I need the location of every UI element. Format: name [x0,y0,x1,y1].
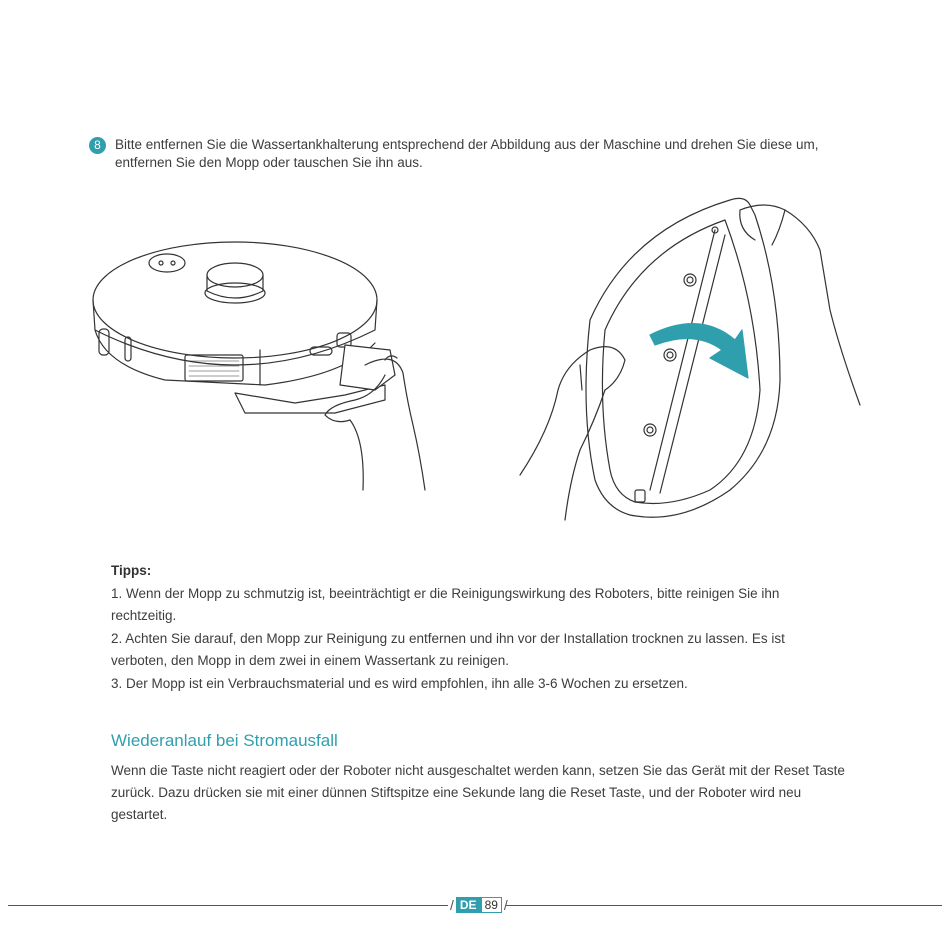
tips-title: Tipps: [111,563,152,578]
page-number-badge [448,896,510,914]
language-label: DE [456,897,481,913]
tip-item-1: 1. Wenn der Mopp zu schmutzig ist, beeinträchtigt er die Reinigungswirkung des Roboters, bitte reinigen Sie ihn rechtzeitig. [111,585,780,623]
footer-divider-left [8,905,448,906]
footer-divider-right [506,905,942,906]
tip-item-3: 3. Der Mopp ist ein Verbrauchsmaterial und es wird empfohlen, ihn alle 3-6 Wochen zu ersetzen. [111,675,688,691]
slash-decoration-icon: / [503,897,508,913]
section-body: Wenn die Taste nicht reagiert oder der Roboter nicht ausgeschaltet werden kann, setzen Sie das Gerät mit der Reset Taste zurück. Dazu drücken sie mit einer dünnen Stiftspitze eine Sekunde lang die Reset Taste, und der Roboter wird neu gestartet. [111,763,845,822]
step-number-badge: 8 [89,137,106,154]
step-instruction [89,136,869,172]
slash-decoration-icon: / [450,897,454,913]
tips-section [111,560,831,695]
tip-item-2: 2. Achten Sie darauf, den Mopp zur Reinigung zu entfernen und ihn vor der Installation trocknen zu lassen. Es ist verboten, den Mopp in dem zwei in einem Wassertank zu reinigen. [111,630,785,668]
water-tank-flip-illustration [510,190,870,530]
step-text: Bitte entfernen Sie die Wassertankhalterung entsprechend der Abbildung aus der Maschine und drehen Sie diese um, entfernen Sie den Mopp oder tauschen Sie ihn aus. [115,137,819,170]
section-title: Wiederanlauf bei Stromausfall [111,731,338,750]
page-number: 89 [481,897,502,913]
robot-vacuum-illustration [85,225,445,495]
